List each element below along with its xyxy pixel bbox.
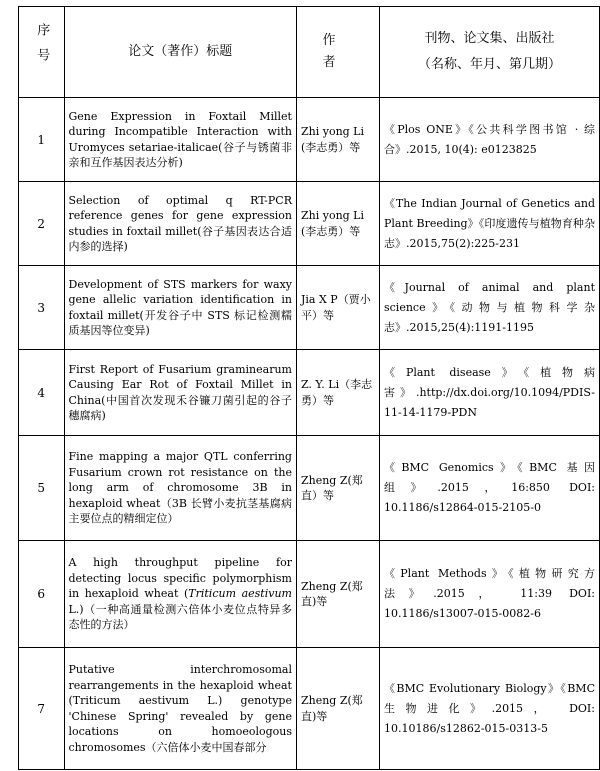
header-title: 论文（著作）标题 <box>64 7 296 98</box>
paper-title: Gene Expression in Foxtail Millet during Incompatible Interaction with Uromyces setariae-italicae(谷子与锈菌非亲和互作基因表达分析) <box>64 98 296 182</box>
row-number: 7 <box>19 648 65 770</box>
table-row <box>19 98 600 182</box>
publication-table <box>18 6 600 770</box>
header-no: 序号 <box>19 7 65 98</box>
paper-journal: 《Plos ONE》《公共科学图书馆 · 综合》.2015, 10(4): e0123825 <box>380 98 600 182</box>
paper-title: A high throughput pipeline for detecting locus specific polymorphism in hexaploid wheat (Triticum aestivum L.)（一种高通量检测六倍体小麦位点特异多态性的方法） <box>64 541 296 648</box>
paper-title: Putative interchromosomal rearrangements in the hexaploid wheat (Triticum aestivum L.) genotype 'Chinese Spring' revealed by gene locations on homoeologous chromosomes（六倍体小麦中国春部分 <box>64 648 296 770</box>
row-number: 3 <box>19 266 65 350</box>
header-journal-line1: 刊物、论文集、出版社 <box>424 31 555 46</box>
paper-author: Zheng Z(郑直)等 <box>296 541 379 648</box>
paper-journal: 《Plant Methods》《植物研究方法》.2015， 11:39 DOI: 10.1186/s13007-015-0082-6 <box>380 541 600 648</box>
row-number: 4 <box>19 350 65 436</box>
paper-author: Jia X P（贾小平）等 <box>296 266 379 350</box>
header-author: 作 者 <box>296 7 379 98</box>
row-number: 1 <box>19 98 65 182</box>
row-number: 6 <box>19 541 65 648</box>
table-row <box>19 436 600 541</box>
paper-author: Zhi yong Li (李志勇）等 <box>296 98 379 182</box>
table-row <box>19 182 600 266</box>
table-row <box>19 266 600 350</box>
paper-author: Zhi yong Li (李志勇）等 <box>296 182 379 266</box>
paper-title: Selection of optimal q RT-PCR reference genes for gene expression studies in foxtail millet(谷子基因表达合适内参的选择) <box>64 182 296 266</box>
paper-title: First Report of Fusarium graminearum Causing Ear Rot of Foxtail Millet in China(中国首次发现禾谷镰刀菌引起的谷子穗腐病) <box>64 350 296 436</box>
paper-author: Zheng Z(郑直）等 <box>296 436 379 541</box>
paper-journal: 《BMC Genomics》《BMC 基因组》.2015，16:850 DOI: 10.1186/s12864-015-2105-0 <box>380 436 600 541</box>
paper-author: Z. Y. Li（李志勇）等 <box>296 350 379 436</box>
paper-journal: 《The Indian Journal of Genetics and Plant Breeding》《印度遗传与植物育种杂志》.2015,75(2):225-231 <box>380 182 600 266</box>
table-row <box>19 541 600 648</box>
paper-title: Fine mapping a major QTL conferring Fusarium crown rot resistance on the long arm of chromosome 3B in hexaploid wheat（3B 长臂小麦抗茎基腐病主要位点的精细定位） <box>64 436 296 541</box>
header-journal-line2: （名称、年月、第几期） <box>417 57 561 72</box>
paper-title: Development of STS markers for waxy gene allelic variation identification in foxtail millet(开发谷子中 STS 标记检测糯质基因等位变异) <box>64 266 296 350</box>
table-row <box>19 648 600 770</box>
table-row <box>19 350 600 436</box>
header-row <box>19 7 600 98</box>
paper-author: Zheng Z(郑直)等 <box>296 648 379 770</box>
paper-journal: 《Plant disease》《植物病害》.http://dx.doi.org/10.1094/PDIS-11-14-1179-PDN <box>380 350 600 436</box>
paper-journal: 《BMC Evolutionary Biology》《BMC 生物进化》.2015， DOI: 10.10186/s12862-015-0313-5 <box>380 648 600 770</box>
paper-journal: 《Journal of animal and plant science》《动物与植物科学杂志》.2015,25(4):1191-1195 <box>380 266 600 350</box>
row-number: 5 <box>19 436 65 541</box>
row-number: 2 <box>19 182 65 266</box>
header-journal <box>380 7 600 98</box>
